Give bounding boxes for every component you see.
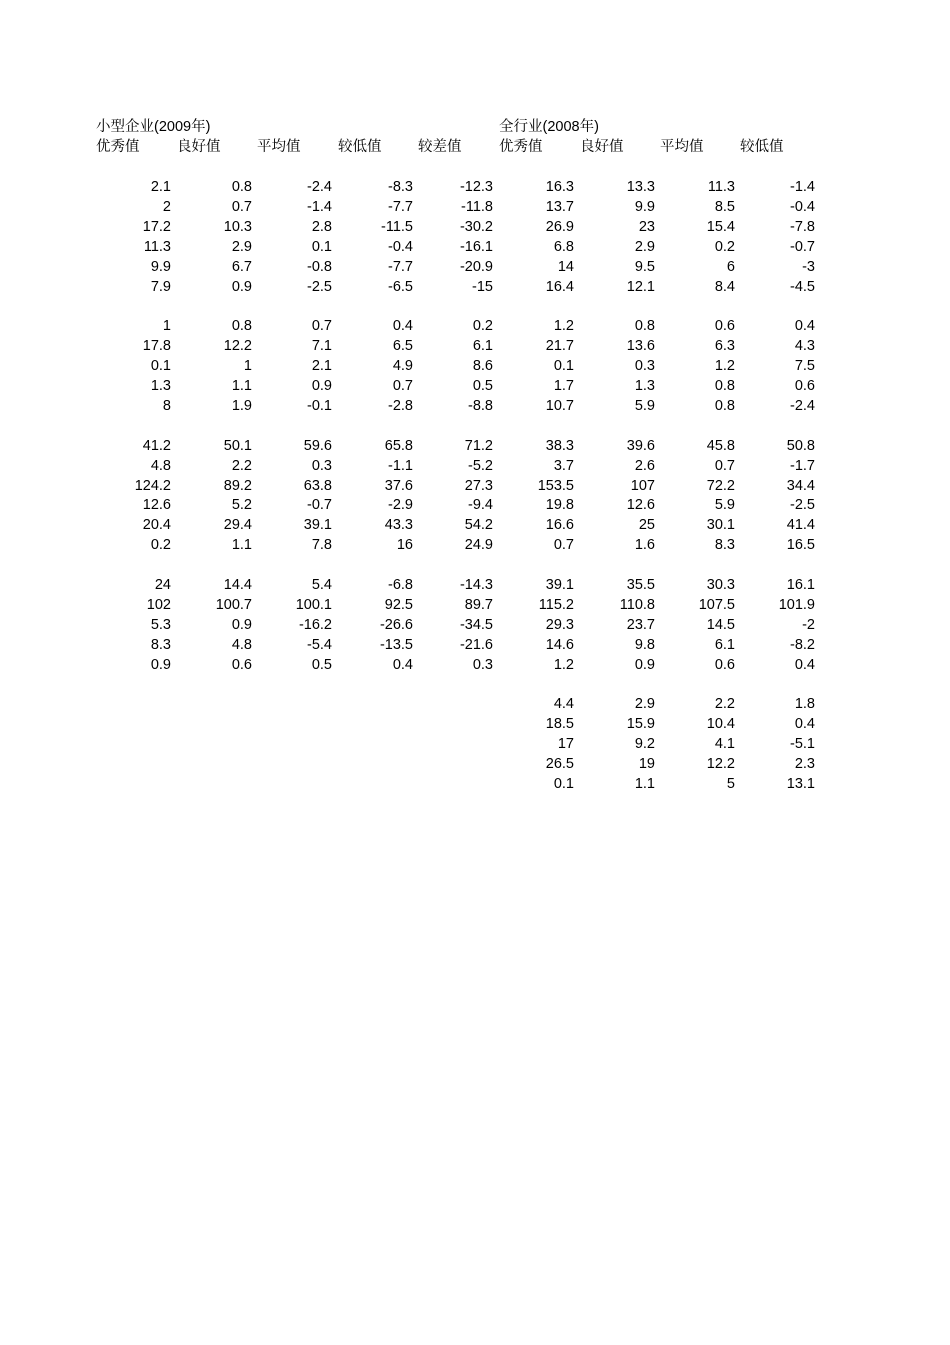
cell-all-good: 13.6 — [626, 338, 655, 355]
cell-small-excellent: 24 — [154, 577, 171, 593]
cell-small-low: -6.5 — [388, 278, 413, 295]
cell-all-low: 34.4 — [786, 477, 815, 494]
cell-small-excellent: 2.1 — [150, 179, 171, 195]
cell-small-excellent: 17.8 — [142, 338, 171, 355]
cell-all-low: 0.4 — [794, 318, 815, 335]
cell-small-average: 39.1 — [303, 517, 332, 534]
cell-all-excellent: 18.5 — [545, 716, 574, 733]
cell-all-excellent: 3.7 — [553, 457, 574, 474]
column-header-small-average: 平均值 — [257, 139, 301, 155]
cell-all-average: 6 — [726, 258, 735, 275]
cell-all-excellent: 29.3 — [545, 616, 574, 633]
cell-all-excellent: 16.3 — [545, 179, 574, 195]
cell-all-excellent: 1.7 — [553, 378, 574, 394]
cell-all-good: 5.9 — [634, 397, 655, 414]
cell-all-excellent: 14 — [557, 258, 574, 275]
cell-small-low: 65.8 — [384, 437, 413, 454]
cell-small-average: 63.8 — [303, 477, 332, 494]
cell-small-average: 0.3 — [311, 457, 332, 474]
cell-small-good: 6.7 — [231, 258, 252, 275]
cell-all-low: -7.8 — [790, 218, 815, 235]
cell-small-good: 2.2 — [231, 457, 252, 474]
cell-all-excellent: 153.5 — [537, 477, 574, 494]
cell-all-excellent: 6.8 — [553, 238, 574, 255]
cell-small-poor: -20.9 — [459, 258, 493, 275]
cell-all-good: 9.8 — [634, 636, 655, 653]
cell-small-low: 37.6 — [384, 477, 413, 494]
cell-all-average: 2.2 — [714, 696, 735, 713]
cell-small-excellent: 1 — [162, 318, 171, 335]
cell-small-low: -2.8 — [388, 397, 413, 414]
cell-all-excellent: 14.6 — [545, 636, 574, 653]
cell-small-low: -7.7 — [388, 198, 413, 215]
cell-small-poor: -21.6 — [459, 636, 493, 653]
cell-small-poor: -8.8 — [468, 397, 493, 414]
cell-all-low: -2.5 — [790, 497, 815, 514]
cell-small-average: 0.5 — [311, 656, 332, 673]
cell-all-low: -8.2 — [790, 636, 815, 653]
cell-small-low: 0.4 — [392, 656, 413, 673]
cell-small-average: 0.9 — [311, 378, 332, 394]
cell-all-excellent: 16.6 — [545, 517, 574, 534]
cell-small-poor: 0.3 — [472, 656, 493, 673]
cell-small-low: 43.3 — [384, 517, 413, 534]
cell-small-poor: 0.2 — [472, 318, 493, 335]
cell-all-average: 30.3 — [706, 577, 735, 593]
cell-small-average: -2.4 — [307, 179, 332, 195]
cell-small-low: 4.9 — [392, 358, 413, 375]
cell-small-good: 4.8 — [231, 636, 252, 653]
cell-small-good: 50.1 — [223, 437, 252, 454]
cell-all-low: -0.7 — [790, 238, 815, 255]
cell-small-excellent: 7.9 — [150, 278, 171, 295]
cell-all-low: -1.4 — [790, 179, 815, 195]
cell-all-excellent: 4.4 — [553, 696, 574, 713]
cell-all-excellent: 38.3 — [545, 437, 574, 454]
cell-all-good: 2.9 — [634, 238, 655, 255]
cell-small-low: -11.5 — [381, 218, 413, 235]
cell-all-average: 8.3 — [714, 537, 735, 554]
cell-all-good: 39.6 — [626, 437, 655, 454]
column-header-small-excellent: 优秀值 — [96, 139, 140, 155]
cell-small-poor: -30.2 — [459, 218, 493, 235]
cell-all-average: 4.1 — [714, 736, 735, 753]
cell-all-average: 12.2 — [706, 756, 735, 773]
column-header-all-excellent: 优秀值 — [499, 139, 543, 155]
cell-all-low: -3 — [802, 258, 815, 275]
cell-small-excellent: 102 — [146, 596, 171, 613]
cell-small-excellent: 5.3 — [150, 616, 171, 633]
cell-all-low: 16.5 — [786, 537, 815, 554]
cell-small-poor: 89.7 — [464, 596, 493, 613]
cell-all-good: 2.6 — [634, 457, 655, 474]
cell-small-good: 10.3 — [223, 218, 252, 235]
cell-small-poor: -34.5 — [459, 616, 493, 633]
small-enterprise-2009-title: 小型企业(2009年) — [96, 119, 211, 135]
cell-small-poor: 54.2 — [464, 517, 493, 534]
column-header-all-low: 较低值 — [740, 139, 784, 155]
cell-small-good: 0.8 — [231, 179, 252, 195]
cell-all-average: 15.4 — [706, 218, 735, 235]
cell-small-average: 2.1 — [311, 358, 332, 375]
cell-all-good: 9.9 — [634, 198, 655, 215]
cell-small-average: 0.7 — [311, 318, 332, 335]
cell-all-excellent: 0.7 — [553, 537, 574, 554]
cell-small-average: -16.2 — [298, 616, 332, 633]
cell-all-low: 50.8 — [786, 437, 815, 454]
cell-small-excellent: 20.4 — [142, 517, 171, 534]
cell-small-poor: 6.1 — [472, 338, 493, 355]
cell-all-good: 19 — [638, 756, 655, 773]
cell-all-excellent: 10.7 — [545, 397, 574, 414]
cell-small-excellent: 9.9 — [150, 258, 171, 275]
cell-all-low: -4.5 — [790, 278, 815, 295]
cell-all-low: 13.1 — [786, 776, 815, 792]
cell-all-good: 2.9 — [634, 696, 655, 713]
cell-small-excellent: 2 — [162, 198, 171, 215]
cell-small-good: 2.9 — [231, 238, 252, 255]
cell-all-average: 30.1 — [706, 517, 735, 534]
cell-all-good: 12.1 — [626, 278, 655, 295]
cell-small-average: -2.5 — [307, 278, 332, 295]
cell-all-low: 7.5 — [794, 358, 815, 375]
cell-all-good: 0.8 — [634, 318, 655, 335]
cell-small-average: 59.6 — [303, 437, 332, 454]
cell-all-excellent: 17 — [557, 736, 574, 753]
cell-all-good: 9.2 — [634, 736, 655, 753]
cell-all-low: 0.6 — [794, 378, 815, 394]
cell-all-good: 23 — [638, 218, 655, 235]
cell-small-low: -7.7 — [388, 258, 413, 275]
cell-small-average: 7.8 — [311, 537, 332, 554]
cell-small-average: 7.1 — [311, 338, 332, 355]
cell-small-average: 100.1 — [295, 596, 332, 613]
cell-small-average: -5.4 — [307, 636, 332, 653]
cell-small-good: 1.1 — [231, 378, 252, 394]
column-header-small-poor: 较差值 — [418, 139, 462, 155]
cell-all-average: 14.5 — [706, 616, 735, 633]
cell-all-good: 12.6 — [626, 497, 655, 514]
cell-small-excellent: 0.1 — [150, 358, 171, 375]
cell-all-good: 23.7 — [626, 616, 655, 633]
column-header-all-average: 平均值 — [660, 139, 704, 155]
cell-small-poor: -16.1 — [459, 238, 493, 255]
cell-all-low: 0.4 — [794, 656, 815, 673]
cell-all-excellent: 16.4 — [545, 278, 574, 295]
cell-all-average: 8.4 — [714, 278, 735, 295]
cell-small-excellent: 4.8 — [150, 457, 171, 474]
cell-small-good: 0.6 — [231, 656, 252, 673]
cell-all-average: 5.9 — [714, 497, 735, 514]
cell-all-good: 1.6 — [634, 537, 655, 554]
cell-small-low: 0.4 — [392, 318, 413, 335]
cell-all-low: -5.1 — [790, 736, 815, 753]
cell-all-average: 0.8 — [714, 378, 735, 394]
cell-all-good: 13.3 — [626, 179, 655, 195]
cell-small-poor: -5.2 — [468, 457, 493, 474]
cell-all-good: 110.8 — [619, 596, 655, 613]
cell-all-good: 1.1 — [634, 776, 655, 792]
cell-small-good: 12.2 — [223, 338, 252, 355]
cell-all-excellent: 26.9 — [545, 218, 574, 235]
cell-small-poor: -11.8 — [461, 198, 493, 215]
cell-all-average: 0.2 — [714, 238, 735, 255]
cell-small-excellent: 8.3 — [150, 636, 171, 653]
cell-small-poor: -15 — [472, 278, 493, 295]
cell-all-excellent: 39.1 — [545, 577, 574, 593]
cell-all-average: 11.3 — [707, 179, 735, 195]
cell-small-average: 5.4 — [311, 577, 332, 593]
column-header-small-low: 较低值 — [338, 139, 382, 155]
cell-small-low: 16 — [396, 537, 413, 554]
cell-all-low: 41.4 — [786, 517, 815, 534]
cell-small-low: -0.4 — [388, 238, 413, 255]
cell-small-poor: -14.3 — [459, 577, 493, 593]
cell-small-poor: -12.3 — [459, 179, 493, 195]
cell-all-excellent: 26.5 — [545, 756, 574, 773]
cell-all-good: 35.5 — [626, 577, 655, 593]
cell-small-good: 5.2 — [231, 497, 252, 514]
cell-all-average: 45.8 — [706, 437, 735, 454]
all-industry-2008-title: 全行业(2008年) — [499, 119, 599, 135]
cell-small-poor: 71.2 — [464, 437, 493, 454]
cell-small-average: -0.8 — [307, 258, 332, 275]
cell-all-low: 1.8 — [794, 696, 815, 713]
cell-small-good: 1.1 — [231, 537, 252, 554]
cell-small-average: -0.7 — [307, 497, 332, 514]
cell-small-excellent: 0.2 — [150, 537, 171, 554]
cell-all-low: 4.3 — [794, 338, 815, 355]
cell-small-low: -26.6 — [379, 616, 413, 633]
cell-all-low: 0.4 — [794, 716, 815, 733]
cell-small-low: -1.1 — [388, 457, 413, 474]
cell-all-average: 0.7 — [714, 457, 735, 474]
cell-all-average: 0.8 — [714, 397, 735, 414]
cell-all-low: 2.3 — [794, 756, 815, 773]
cell-small-average: -0.1 — [307, 397, 332, 414]
cell-small-good: 100.7 — [215, 596, 252, 613]
cell-all-average: 0.6 — [714, 318, 735, 335]
cell-small-excellent: 41.2 — [142, 437, 171, 454]
cell-all-excellent: 115.2 — [538, 596, 574, 613]
cell-small-average: -1.4 — [307, 198, 332, 215]
cell-all-good: 107 — [630, 477, 655, 494]
cell-all-average: 107.5 — [698, 596, 735, 613]
cell-all-good: 25 — [638, 517, 655, 534]
cell-small-poor: 24.9 — [464, 537, 493, 554]
cell-small-good: 1 — [243, 358, 252, 375]
cell-all-average: 72.2 — [706, 477, 735, 494]
cell-all-excellent: 0.1 — [553, 776, 574, 792]
cell-all-good: 15.9 — [626, 716, 655, 733]
cell-all-excellent: 19.8 — [545, 497, 574, 514]
cell-small-good: 29.4 — [223, 517, 252, 534]
cell-small-excellent: 17.2 — [142, 218, 171, 235]
cell-all-average: 10.4 — [706, 716, 735, 733]
cell-small-low: -2.9 — [388, 497, 413, 514]
cell-all-low: -2.4 — [790, 397, 815, 414]
cell-all-low: -2 — [802, 616, 815, 633]
cell-small-low: 6.5 — [392, 338, 413, 355]
cell-small-low: -13.5 — [379, 636, 413, 653]
cell-small-low: -6.8 — [388, 577, 413, 593]
cell-all-low: -0.4 — [790, 198, 815, 215]
cell-all-average: 6.1 — [714, 636, 735, 653]
cell-all-excellent: 1.2 — [553, 656, 574, 673]
cell-small-good: 1.9 — [231, 397, 252, 414]
cell-all-excellent: 21.7 — [545, 338, 574, 355]
cell-small-low: 92.5 — [384, 596, 413, 613]
cell-small-good: 0.9 — [231, 278, 252, 295]
cell-all-good: 0.3 — [634, 358, 655, 375]
cell-all-average: 0.6 — [714, 656, 735, 673]
cell-all-low: 101.9 — [778, 596, 815, 613]
cell-all-low: -1.7 — [790, 457, 815, 474]
cell-all-average: 6.3 — [714, 338, 735, 355]
cell-all-excellent: 13.7 — [545, 198, 574, 215]
cell-small-excellent: 12.6 — [142, 497, 171, 514]
cell-all-low: 16.1 — [786, 577, 815, 593]
cell-small-poor: 27.3 — [464, 477, 493, 494]
cell-all-excellent: 1.2 — [553, 318, 574, 335]
cell-all-good: 9.5 — [634, 258, 655, 275]
cell-all-average: 8.5 — [714, 198, 735, 215]
cell-small-excellent: 0.9 — [150, 656, 171, 673]
cell-small-poor: -9.4 — [468, 497, 493, 514]
cell-small-low: -8.3 — [388, 179, 413, 195]
cell-small-good: 89.2 — [223, 477, 252, 494]
cell-all-good: 0.9 — [634, 656, 655, 673]
cell-all-good: 1.3 — [634, 378, 655, 394]
cell-small-excellent: 11.3 — [143, 238, 171, 255]
cell-small-excellent: 8 — [162, 397, 171, 414]
cell-small-excellent: 124.2 — [134, 477, 171, 494]
column-header-all-good: 良好值 — [580, 139, 624, 155]
cell-small-average: 2.8 — [311, 218, 332, 235]
cell-small-low: 0.7 — [392, 378, 413, 394]
cell-small-good: 0.8 — [231, 318, 252, 335]
cell-all-average: 5 — [726, 776, 735, 792]
cell-small-excellent: 1.3 — [150, 378, 171, 394]
cell-small-good: 0.7 — [231, 198, 252, 215]
column-header-small-good: 良好值 — [177, 139, 221, 155]
cell-small-good: 0.9 — [231, 616, 252, 633]
cell-all-excellent: 0.1 — [553, 358, 574, 375]
cell-small-poor: 0.5 — [472, 378, 493, 394]
cell-all-average: 1.2 — [714, 358, 735, 375]
cell-small-good: 14.4 — [223, 577, 252, 593]
cell-small-average: 0.1 — [311, 238, 332, 255]
cell-small-poor: 8.6 — [472, 358, 493, 375]
